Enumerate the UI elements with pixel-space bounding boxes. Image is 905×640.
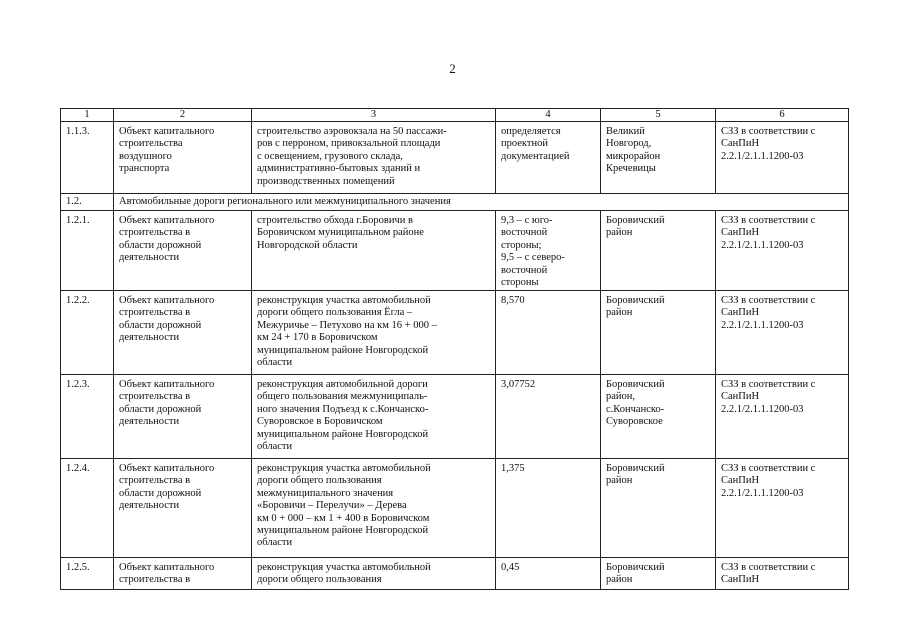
location-cell: Боровичский район [601,459,716,558]
row-number: 1.2.1. [61,211,114,291]
description-cell: реконструкция участка автомобильной дороги общего пользования Ёгла – Межуричье – Петухово на км 16 + 000 – км 24 + 170 в Боровичском муниципальном районе Новгородской области [252,291,496,375]
column-number: 3 [252,109,496,122]
location-cell: Боровичский район [601,291,716,375]
object-type-cell: Объект капитального строительства в области дорожной деятельности [114,211,252,291]
section-row [61,194,849,211]
table-row [61,459,849,558]
object-type-cell: Объект капитального строительства в области дорожной деятельности [114,291,252,375]
column-number: 4 [496,109,601,122]
table-row [61,375,849,459]
location-cell: Боровичский район [601,558,716,590]
zone-cell: СЗЗ в соответствии с СанПиН 2.2.1/2.1.1.1200-03 [716,211,849,291]
zone-cell: СЗЗ в соответствии с СанПиН 2.2.1/2.1.1.1200-03 [716,459,849,558]
column-number: 5 [601,109,716,122]
location-cell: Боровичский район, с.Кончанско- Суворовское [601,375,716,459]
section-number: 1.2. [61,194,114,211]
description-cell: строительство обхода г.Боровичи в Боровичском муниципальном районе Новгородской области [252,211,496,291]
description-cell: строительство аэровокзала на 50 пассажи- ров с перроном, привокзальной площади с освещением, грузового склада, административно-бытовых зданий и производственных помещений [252,122,496,194]
table-row [61,211,849,291]
table-row [61,122,849,194]
row-number: 1.1.3. [61,122,114,194]
object-type-cell: Объект капитального строительства воздушного транспорта [114,122,252,194]
location-cell: Боровичский район [601,211,716,291]
zone-cell: СЗЗ в соответствии с СанПиН [716,558,849,590]
column-number: 2 [114,109,252,122]
description-cell: реконструкция автомобильной дороги общего пользования межмуниципаль- ного значения Подъезд к с.Кончанско- Суворовское в Боровичском муниципальном районе Новгородской области [252,375,496,459]
value-cell: 0,45 [496,558,601,590]
value-cell: 1,375 [496,459,601,558]
row-number: 1.2.4. [61,459,114,558]
page-number: 2 [449,61,456,76]
value-cell: 3,07752 [496,375,601,459]
column-number: 6 [716,109,849,122]
description-cell: реконструкция участка автомобильной дороги общего пользования [252,558,496,590]
location-cell: Великий Новгород, микрорайон Кречевицы [601,122,716,194]
value-cell: определяется проектной документацией [496,122,601,194]
column-number: 1 [61,109,114,122]
object-type-cell: Объект капитального строительства в области дорожной деятельности [114,375,252,459]
planning-table [60,108,849,590]
object-type-cell: Объект капитального строительства в [114,558,252,590]
section-title: Автомобильные дороги регионального или межмуниципального значения [114,194,849,211]
description-cell: реконструкция участка автомобильной дороги общего пользования межмуниципального значения «Боровичи – Перелучи» – Дерева км 0 + 000 – км 1 + 400 в Боровичском муниципальном районе Новгородской области [252,459,496,558]
column-number-row [61,109,849,122]
zone-cell: СЗЗ в соответствии с СанПиН 2.2.1/2.1.1.1200-03 [716,122,849,194]
table-row [61,291,849,375]
object-type-cell: Объект капитального строительства в области дорожной деятельности [114,459,252,558]
table-row [61,558,849,590]
row-number: 1.2.2. [61,291,114,375]
value-cell: 9,3 – с юго- восточной стороны; 9,5 – с северо- восточной стороны [496,211,601,291]
zone-cell: СЗЗ в соответствии с СанПиН 2.2.1/2.1.1.1200-03 [716,375,849,459]
row-number: 1.2.5. [61,558,114,590]
zone-cell: СЗЗ в соответствии с СанПиН 2.2.1/2.1.1.1200-03 [716,291,849,375]
value-cell: 8,570 [496,291,601,375]
row-number: 1.2.3. [61,375,114,459]
